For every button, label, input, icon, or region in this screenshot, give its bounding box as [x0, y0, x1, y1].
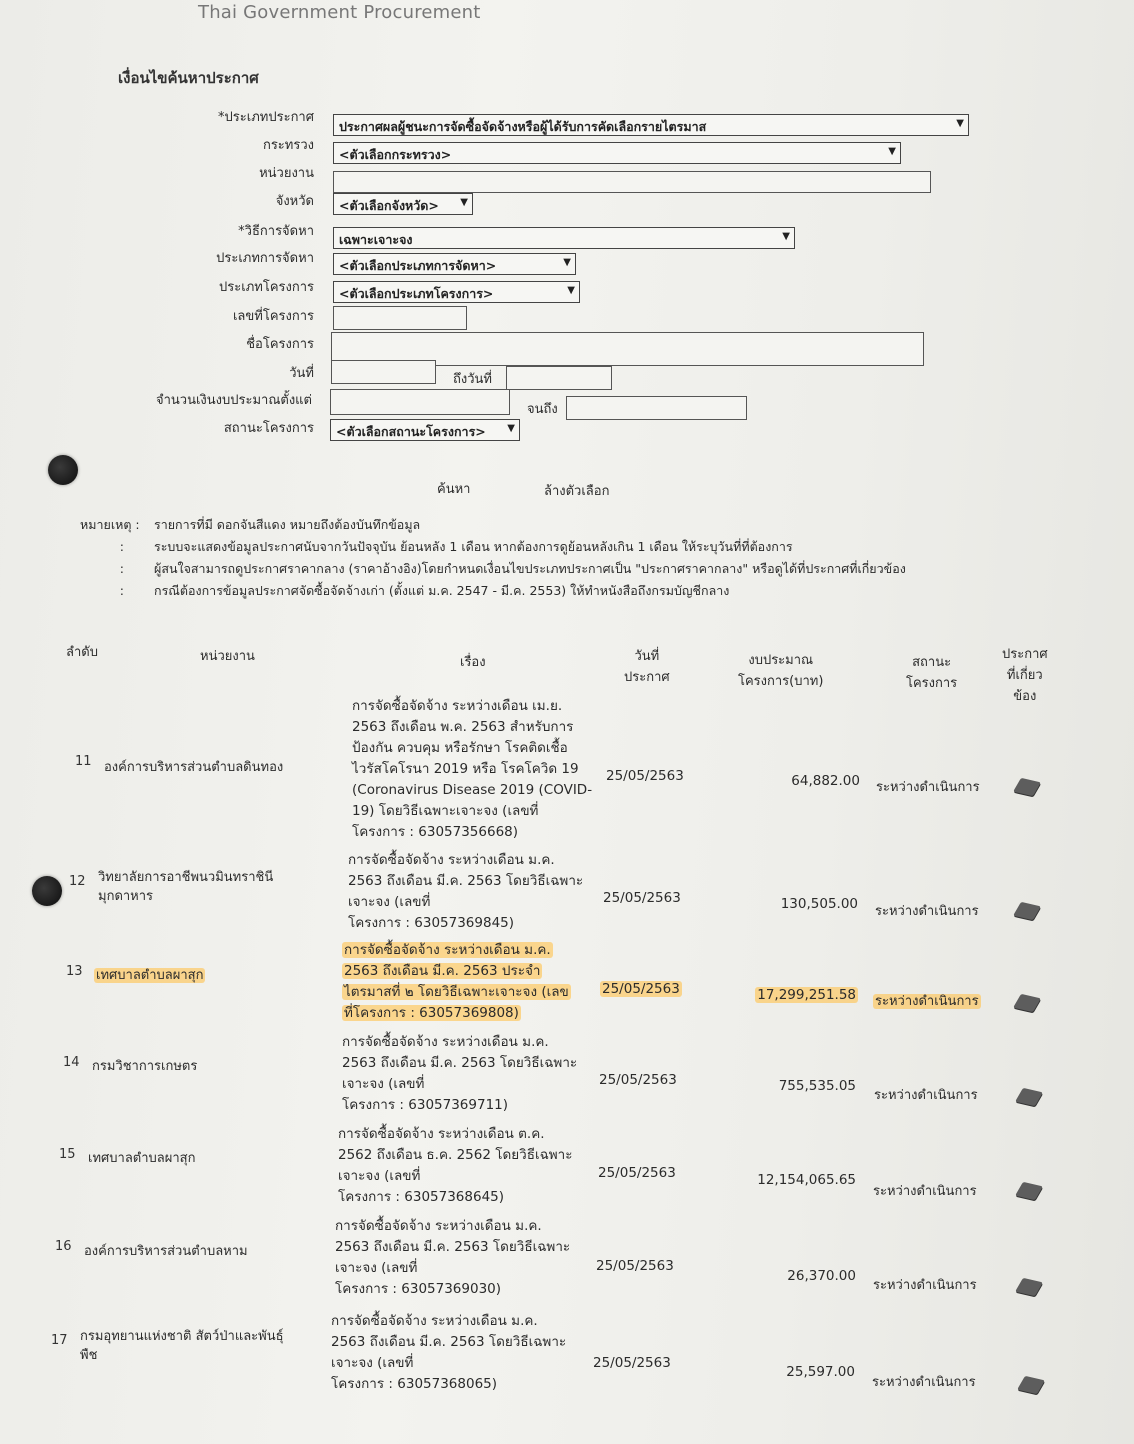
proc-type-value: <ตัวเลือกประเภทการจัดหา>: [339, 258, 497, 273]
row-subject-line: การจัดซื้อจัดจ้าง ระหว่างเดือน ต.ค.: [338, 1126, 545, 1142]
punch-hole: [48, 455, 78, 485]
row-status: ระหว่างดำเนินการ: [874, 1088, 978, 1103]
status-value: <ตัวเลือกสถานะโครงการ>: [336, 424, 486, 439]
agency-label: หน่วยงาน: [259, 166, 314, 181]
row-subject-line: เจาะจง (เลขที่: [331, 1355, 414, 1371]
row-budget: 12,154,065.65: [757, 1172, 856, 1188]
row-budget: [728, 987, 858, 1003]
row-agency: [98, 868, 298, 906]
row-budget: 130,505.00: [780, 896, 858, 912]
row-date-text: 25/05/2563: [602, 981, 680, 997]
header-status-line: โครงการ: [906, 676, 958, 691]
row-subject-line: ไวรัสโคโรนา 2019 หรือ โรคโควิด 19: [352, 761, 579, 777]
row-number: 12: [69, 874, 86, 889]
row-subject: [331, 1311, 581, 1395]
status-select[interactable]: [330, 419, 520, 441]
row-subject-line: (Coronavirus Disease 2019 (COVID-: [352, 782, 593, 798]
row-subject-line: ที่โครงการ : 63057369808): [344, 1005, 519, 1021]
header-date: [624, 646, 670, 688]
row-status: ระหว่างดำเนินการ: [872, 1375, 976, 1390]
document-icon[interactable]: [1015, 1182, 1043, 1200]
row-subject-line: 2563 ถึงเดือน มี.ค. 2563 โดยวิธีเฉพาะ: [335, 1239, 571, 1255]
dropdown-arrow-icon: ▼: [563, 257, 571, 268]
project-name-label: ชื่อโครงการ: [246, 337, 314, 352]
row-agency-line: มุกดาหาร: [98, 889, 154, 904]
row-subject-line: ไตรมาสที่ ๒ โดยวิธีเฉพาะเจาะจง (เลข: [344, 984, 569, 1000]
ministry-select[interactable]: [333, 142, 901, 164]
budget-from-label: จำนวนเงินงบประมาณตั้งแต่: [155, 393, 312, 408]
province-value: <ตัวเลือกจังหวัด>: [339, 198, 439, 213]
header-budget-line: โครงการ(บาท): [738, 674, 824, 689]
row-subject: [348, 850, 598, 934]
header-related: [1002, 644, 1048, 707]
row-agency-line: องค์การบริหารส่วนตำบลดินทอง: [104, 760, 284, 775]
header-related-line: ประกาศ: [1002, 647, 1048, 662]
row-subject-line: โครงการ : 63057369030): [335, 1281, 502, 1297]
dropdown-arrow-icon: ▼: [782, 231, 790, 242]
row-number: 15: [59, 1147, 76, 1162]
row-agency: [94, 966, 294, 985]
note-item: รายการที่มี ดอกจันสีแดง หมายถึงต้องบันทึกข้อมูล: [154, 517, 421, 532]
method-label: *วิธีการจัดหา: [238, 224, 314, 239]
row-subject-line: 2563 ถึงเดือน มี.ค. 2563 โดยวิธีเฉพาะ: [342, 1055, 578, 1071]
project-type-select[interactable]: [333, 281, 580, 303]
row-status: ระหว่างดำเนินการ: [876, 780, 980, 795]
note-item: ระบบจะแสดงข้อมูลประกาศนับจากวันปัจจุบัน ย้อนหลัง 1 เดือน หากต้องการดูย้อนหลังเกิน 1 เดือน ให้ระบุวันที่ที่ต้องการ: [154, 539, 793, 554]
row-subject-line: เจาะจง (เลขที่: [348, 894, 431, 910]
site-title: Thai Government Procurement: [198, 2, 481, 23]
ministry-value: <ตัวเลือกกระทรวง>: [339, 147, 452, 162]
row-budget: 25,597.00: [786, 1364, 855, 1380]
row-agency-line: องค์การบริหารส่วนตำบลหาม: [84, 1244, 248, 1259]
row-date: [600, 981, 682, 997]
date-from-input[interactable]: [331, 360, 436, 384]
proc-type-label: ประเภทการจัดหา: [216, 251, 314, 266]
row-status: [873, 990, 981, 1011]
row-date: 25/05/2563: [596, 1258, 674, 1274]
agency-input[interactable]: [333, 171, 931, 193]
document-icon[interactable]: [1013, 778, 1041, 796]
row-agency-line: พืช: [80, 1348, 98, 1363]
dropdown-arrow-icon: ▼: [956, 118, 964, 129]
header-budget-line: งบประมาณ: [748, 653, 814, 668]
method-select[interactable]: [333, 227, 795, 249]
announce-type-select[interactable]: [333, 114, 969, 136]
dropdown-arrow-icon: ▼: [460, 197, 468, 208]
header-related-line: ข้อง: [1013, 689, 1037, 704]
row-agency-line: เทศบาลตำบลผาสุก: [96, 968, 204, 983]
header-budget: [738, 650, 823, 692]
row-subject-line: เจาะจง (เลขที่: [342, 1076, 425, 1092]
budget-from-input[interactable]: [330, 389, 510, 415]
row-subject-line: การจัดซื้อจัดจ้าง ระหว่างเดือน ม.ค.: [348, 852, 555, 868]
row-subject-line: 2562 ถึงเดือน ธ.ค. 2562 โดยวิธีเฉพาะ: [338, 1147, 573, 1163]
row-subject-line: 2563 ถึงเดือน มี.ค. 2563 โดยวิธีเฉพาะ: [331, 1334, 567, 1350]
row-budget: 64,882.00: [791, 773, 860, 789]
method-value: เฉพาะเจาะจง: [339, 232, 413, 247]
row-subject-line: เจาะจง (เลขที่: [335, 1260, 418, 1276]
dropdown-arrow-icon: ▼: [507, 423, 515, 434]
row-status-text: ระหว่างดำเนินการ: [875, 994, 979, 1009]
row-date: 25/05/2563: [603, 890, 681, 906]
row-number: 11: [75, 754, 92, 769]
note-item: กรณีต้องการข้อมูลประกาศจัดซื้อจัดจ้างเก่า (ตั้งแต่ ม.ค. 2547 - มี.ค. 2553) ให้ทำหนังสือถึงกรมบัญชีกลาง: [154, 583, 730, 598]
date-label: วันที่: [289, 366, 314, 381]
project-no-label: เลขที่โครงการ: [232, 309, 314, 324]
row-agency-line: เทศบาลตำบลผาสุก: [88, 1151, 196, 1166]
row-subject-line: ป้องกัน ควบคุม หรือรักษา โรคติดเชื้อ: [352, 740, 568, 756]
row-date: 25/05/2563: [606, 768, 684, 784]
dropdown-arrow-icon: ▼: [888, 146, 896, 157]
row-subject-line: โครงการ : 63057369711): [342, 1097, 509, 1113]
row-subject-line: การจัดซื้อจัดจ้าง ระหว่างเดือน ม.ค.: [344, 942, 551, 958]
row-subject-line: โครงการ : 63057368645): [338, 1189, 505, 1205]
project-no-input[interactable]: [333, 306, 467, 330]
header-no: ลำดับ: [66, 645, 98, 660]
row-budget-text: 17,299,251.58: [757, 987, 856, 1003]
status-label: สถานะโครงการ: [223, 421, 314, 436]
row-budget: 755,535.05: [778, 1078, 856, 1094]
header-agency: หน่วยงาน: [200, 649, 255, 664]
province-label: จังหวัด: [275, 194, 314, 209]
row-agency-line: กรมอุทยานแห่งชาติ สัตว์ป่าและพันธุ์: [80, 1329, 284, 1344]
province-select[interactable]: [333, 193, 473, 215]
row-number: 16: [55, 1239, 72, 1254]
row-subject: [352, 696, 602, 843]
project-type-label: ประเภทโครงการ: [219, 280, 314, 295]
row-agency: [104, 758, 304, 777]
document-icon[interactable]: [1015, 1278, 1043, 1296]
row-date: 25/05/2563: [599, 1072, 677, 1088]
row-subject: [338, 1124, 588, 1208]
notes-section: หมายเหตุ : รายการที่มี ดอกจันสีแดง หมายถึงต้องบันทึกข้อมูล : ระบบจะแสดงข้อมูลประกาศนับจากวันปัจจุบัน ย้อนหลัง 1 เดือน หากต้องการดูย้อนหลังเกิน 1 เดือน ให้ระบุวันที่ที่ต้องการ : ผู้สนใจสามารถดูประกาศราคากลาง (ราคาอ้างอิง)โดยกำหนดเงื่อนไขประเภทประกาศเป็น "ประกาศราคากลาง" หรือดูได้ที่ประกาศที่เกี่ยวข้อง : กรณีต้องการข้อมูลประกาศจัดซื้อจัดจ้างเก่า (ตั้งแต่ ม.ค. 2547 - มี.ค. 2553) ให้ทำหนังสือถึงกรมบัญชีกลาง: [80, 514, 906, 602]
row-subject-line: 2563 ถึงเดือน พ.ค. 2563 สำหรับการ: [352, 719, 574, 735]
row-agency-line: วิทยาลัยการอาชีพนวมินทราชินี: [98, 870, 274, 885]
to-date-label: ถึงวันที่: [453, 372, 492, 387]
row-subject: [342, 1032, 592, 1116]
row-subject-line: การจัดซื้อจัดจ้าง ระหว่างเดือน ม.ค.: [331, 1313, 538, 1329]
dropdown-arrow-icon: ▼: [567, 285, 575, 296]
row-subject-line: โครงการ : 63057368065): [331, 1376, 498, 1392]
row-agency: [80, 1327, 310, 1365]
row-status: ระหว่างดำเนินการ: [873, 1278, 977, 1293]
row-agency-line: กรมวิชาการเกษตร: [92, 1059, 198, 1074]
row-subject-line: โครงการ : 63057356668): [352, 824, 519, 840]
row-subject-line: เจาะจง (เลขที่: [338, 1168, 421, 1184]
row-subject-line: 2563 ถึงเดือน มี.ค. 2563 โดยวิธีเฉพาะ: [348, 873, 584, 889]
ministry-label: กระทรวง: [262, 138, 314, 153]
header-date-line: วันที่: [634, 649, 660, 664]
row-subject-line: โครงการ : 63057369845): [348, 915, 515, 931]
row-subject-line: การจัดซื้อจัดจ้าง ระหว่างเดือน เม.ย.: [352, 698, 563, 714]
document-icon[interactable]: [1013, 902, 1041, 920]
row-budget: 26,370.00: [787, 1268, 856, 1284]
header-subject: เรื่อง: [460, 655, 486, 670]
document-icon[interactable]: [1013, 994, 1041, 1012]
clear-button[interactable]: ล้างตัวเลือก: [544, 484, 610, 499]
row-subject: [342, 940, 604, 1024]
proc-type-select[interactable]: [333, 253, 576, 275]
search-section-title: เงื่อนไขค้นหาประกาศ: [118, 69, 259, 87]
date-to-input[interactable]: [506, 366, 612, 390]
document-icon[interactable]: [1017, 1376, 1045, 1394]
row-subject-line: การจัดซื้อจัดจ้าง ระหว่างเดือน ม.ค.: [342, 1034, 549, 1050]
budget-to-label: จนถึง: [527, 402, 558, 417]
header-status: [906, 652, 957, 694]
notes-prefix: หมายเหตุ :: [80, 517, 140, 532]
row-agency: [84, 1242, 284, 1261]
row-number: 13: [66, 964, 83, 979]
project-type-value: <ตัวเลือกประเภทโครงการ>: [339, 286, 494, 301]
row-date: 25/05/2563: [593, 1355, 671, 1371]
header-date-line: ประกาศ: [624, 670, 670, 685]
row-subject-line: 19) โดยวิธีเฉพาะเจาะจง (เลขที่: [352, 803, 539, 819]
punch-hole: [32, 876, 62, 906]
row-subject: [335, 1216, 585, 1300]
document-icon[interactable]: [1015, 1088, 1043, 1106]
search-button[interactable]: ค้นหา: [437, 482, 471, 497]
row-subject-line: การจัดซื้อจัดจ้าง ระหว่างเดือน ม.ค.: [335, 1218, 542, 1234]
row-number: 17: [51, 1333, 68, 1348]
row-agency: [92, 1057, 292, 1076]
row-number: 14: [63, 1055, 80, 1070]
row-subject-line: 2563 ถึงเดือน มี.ค. 2563 ประจำ: [344, 963, 541, 979]
header-related-line: ที่เกี่ยว: [1006, 668, 1043, 683]
announce-type-label: *ประเภทประกาศ: [218, 110, 314, 125]
row-agency: [88, 1149, 288, 1168]
budget-to-input[interactable]: [566, 396, 747, 420]
note-item: ผู้สนใจสามารถดูประกาศราคากลาง (ราคาอ้างอิง)โดยกำหนดเงื่อนไขประเภทประกาศเป็น "ประกาศราคากลาง" หรือดูได้ที่ประกาศที่เกี่ยวข้อง: [154, 561, 906, 576]
row-status: ระหว่างดำเนินการ: [875, 904, 979, 919]
announce-type-value: ประกาศผลผู้ชนะการจัดซื้อจัดจ้างหรือผู้ได้รับการคัดเลือกรายไตรมาส: [339, 119, 707, 134]
row-date: 25/05/2563: [598, 1165, 676, 1181]
row-status: ระหว่างดำเนินการ: [873, 1184, 977, 1199]
header-status-line: สถานะ: [912, 655, 952, 670]
